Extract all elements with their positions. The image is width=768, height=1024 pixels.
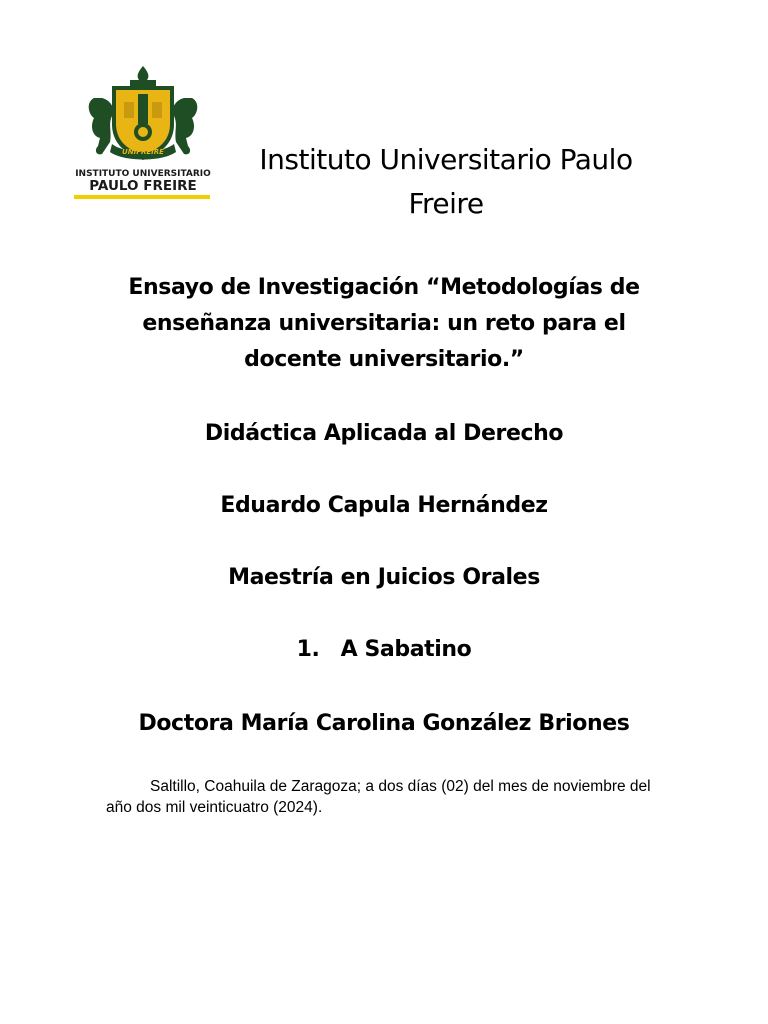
logo-ribbon-text: UNIFREIRE	[122, 148, 164, 156]
program-name: Maestría en Juicios Orales	[228, 565, 540, 590]
logo-line-2: PAULO FREIRE	[89, 178, 197, 194]
institution-title: Instituto Universitario Paulo Freire	[259, 143, 633, 220]
logo-line-1: INSTITUTO UNIVERSITARIO	[75, 169, 211, 179]
logo-underline	[74, 195, 210, 199]
place-date-paragraph: Saltillo, Coahuila de Zaragoza; a dos días (02) del mes de noviembre del año dos mil veinticuatro (2024).	[106, 778, 651, 816]
institution-logo	[72, 62, 214, 204]
group-number: 1.	[296, 637, 320, 662]
university-crest-icon	[72, 62, 214, 204]
group-line	[100, 632, 668, 668]
group-label: A Sabatino	[340, 637, 472, 662]
teacher-name: Doctora María Carolina González Briones	[138, 711, 630, 736]
subject-name: Didáctica Aplicada al Derecho	[204, 421, 564, 446]
essay-title: Ensayo de Investigación “Metodologías de enseñanza universitaria: un reto para el docente universitario.”	[128, 275, 640, 372]
author-name: Eduardo Capula Hernández	[220, 493, 548, 518]
